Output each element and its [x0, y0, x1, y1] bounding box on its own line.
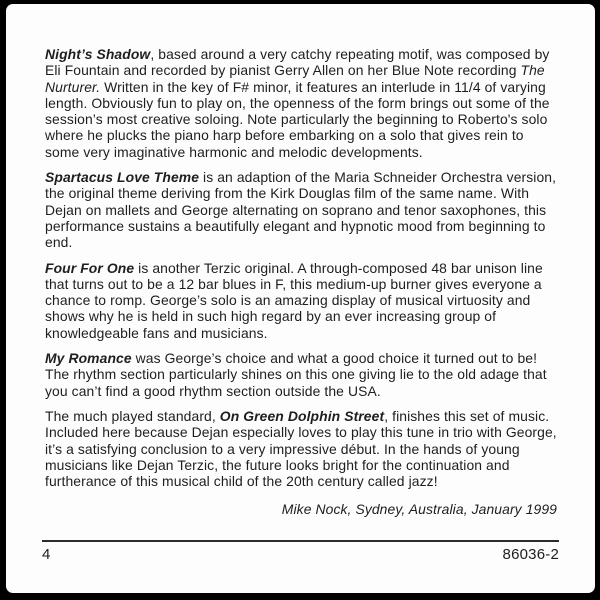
text-segment-italic: The Nurturer.: [45, 62, 545, 95]
paragraph: [45, 408, 557, 489]
liner-notes-page: [6, 4, 595, 593]
text-segment-normal: The much played standard,: [45, 407, 220, 424]
text-segment-normal: is an adaption of the Maria Schneider Orchestra version, the original theme deriving from the Kirk Douglas film of the same name. With Dejan on mallets and George alternating on soprano and tenor saxophones, this performance sustains a beautifully elegant and hypnotic mood from beginning to end.: [45, 169, 557, 251]
paragraph: [45, 169, 557, 250]
paragraph: [45, 260, 557, 341]
text-segment-normal: Written in the key of F# minor, it features an interlude in 11/4 of varying length. Obviously fun to play on, the openness of the form brings out some of the session’s most creative soloing. Note particularly the beginning to Roberto's solo where he plucks the piano harp before embarking on a solo that gives rein to some very imaginative harmonic and melodic developments.: [45, 78, 550, 160]
paragraph: [45, 350, 557, 399]
text-segment-title: On Green Dolphin Street: [219, 407, 385, 424]
text-segment-title: Four For One: [45, 259, 135, 276]
liner-notes-text: [45, 46, 557, 518]
text-segment-title: My Romance: [45, 350, 132, 367]
paragraph: [45, 46, 557, 160]
footer-divider: [42, 540, 559, 542]
catalog-number: 86036-2: [502, 546, 559, 563]
text-segment-normal: was George’s choice and what a good choice it turned out to be! The rhythm section particularly shines on this one giving lie to the old adage that you can’t find a good rhythm section outside the USA.: [45, 350, 547, 399]
footer-row: [42, 546, 559, 563]
author-attribution: Mike Nock, Sydney, Australia, January 1999: [281, 501, 557, 518]
text-segment-normal: is another Terzic original. A through-composed 48 bar unison line that turns out to be a 12 bar blues in F, this medium-up burner gives everyone a chance to romp. George’s solo is an amazing display of musical virtuosity and shows why he is held in such high regard by an ever increasing group of knowledgeable fans and musicians.: [45, 259, 543, 341]
page-number: 4: [42, 546, 51, 563]
text-segment-normal: , based around a very catchy repeating motif, was composed by Eli Fountain and recorded by pianist Gerry Allen on her Blue Note recording: [45, 46, 550, 79]
text-segment-normal: , finishes this set of music. Included here because Dejan especially loves to play this tune in trio with George, it’s a satisfying conclusion to a very impressive début. In the hands of young musicians like Dejan Terzic, the future looks bright for the continuation and furtherance of this musical child of the 20th century called jazz!: [45, 407, 557, 490]
text-segment-title: Spartacus Love Theme: [45, 169, 200, 186]
text-segment-title: Night’s Shadow: [45, 46, 151, 62]
page-footer: [42, 540, 559, 563]
